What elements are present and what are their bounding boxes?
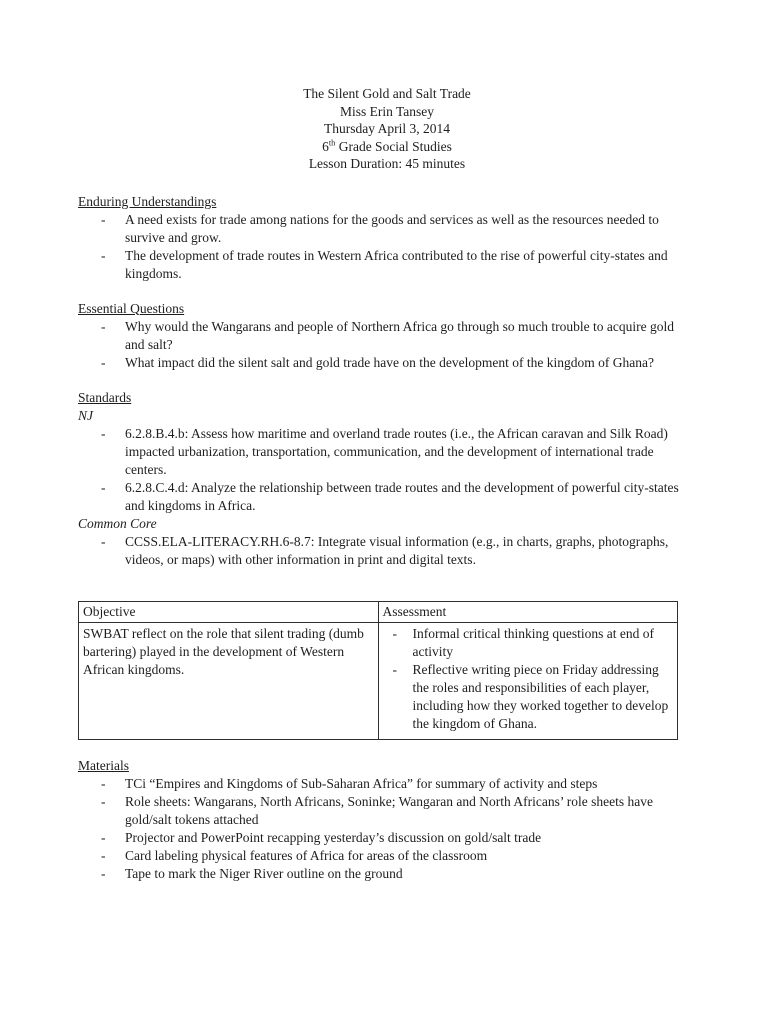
assessment-item: - Reflective writing piece on Friday addressing the roles and responsibilities of each player, including how they worked together to develop the kingdom of Ghana. [383, 661, 674, 733]
section-heading: Materials [78, 757, 129, 773]
section-heading: Enduring Understandings [78, 193, 217, 209]
objective-cell [79, 622, 379, 739]
objective-text: SWBAT reflect on the role that silent trading (dumb bartering) played in the development of Western African kingdoms. [83, 625, 364, 677]
question-item: - Why would the Wangarans and people of Northern Africa go through so much trouble to acquire gold and salt? [78, 318, 696, 354]
grade-line [78, 138, 696, 156]
common-core-standard-item: - CCSS.ELA-LITERACY.RH.6-8.7: Integrate visual information (e.g., in charts, graphs, photographs, videos, or maps) with other information in print and digital texts. [78, 533, 696, 569]
understanding-list [78, 211, 696, 283]
table-body-row [79, 622, 678, 739]
teacher-name: Miss Erin Tansey [339, 103, 435, 119]
section-standards [78, 389, 696, 569]
section-materials [78, 757, 696, 883]
understanding-item: - A need exists for trade among nations for the goods and services as well as the resources needed to survive and grow. [78, 211, 696, 247]
assessment-cell [378, 622, 678, 739]
nj-standards-list [78, 425, 696, 515]
standards-nj-label: NJ [78, 407, 93, 423]
table-header-row [79, 601, 678, 622]
grade-rest: Grade Social Studies [335, 138, 452, 154]
common-core-standards-list [78, 533, 696, 569]
objective-assessment-table [78, 601, 678, 740]
section-heading: Essential Questions [78, 300, 185, 316]
material-item: - Card labeling physical features of Africa for areas of the classroom [78, 847, 696, 865]
nj-standard-item: - 6.2.8.B.4.b: Assess how maritime and overland trade routes (i.e., the African caravan and Silk Road) impacted urbanization, transportation, communication, and the development of international trade centers. [78, 425, 696, 479]
standards-common-core-label: Common Core [78, 515, 157, 531]
material-item: - TCi “Empires and Kingdoms of Sub-Saharan Africa” for summary of activity and steps [78, 775, 696, 793]
section-enduring-understandings [78, 193, 696, 283]
title-block [78, 85, 696, 173]
nj-standard-item: - 6.2.8.C.4.d: Analyze the relationship between trade routes and the development of powerful city-states and kingdoms in Africa. [78, 479, 696, 515]
grade-superscript: th [328, 138, 336, 147]
question-item: - What impact did the silent salt and gold trade have on the development of the kingdom of Ghana? [78, 354, 696, 372]
lesson-date: Thursday April 3, 2014 [324, 121, 450, 136]
document-title: The Silent Gold and Salt Trade [303, 86, 471, 101]
question-list [78, 318, 696, 372]
understanding-item: - The development of trade routes in Western Africa contributed to the rise of powerful city-states and kingdoms. [78, 247, 696, 283]
objective-column-header: Objective [79, 601, 379, 622]
material-item: - Projector and PowerPoint recapping yesterday’s discussion on gold/salt trade [78, 829, 696, 847]
grade-number: 6 [322, 138, 329, 154]
section-essential-questions [78, 300, 696, 372]
material-item: - Tape to mark the Niger River outline on the ground [78, 865, 696, 883]
assessment-item: - Informal critical thinking questions at end of activity [383, 625, 674, 661]
lesson-duration: Lesson Duration: 45 minutes [308, 156, 466, 171]
materials-list [78, 775, 696, 883]
material-item: - Role sheets: Wangarans, North Africans, Soninke; Wangaran and North Africans’ role sheets have gold/salt tokens attached [78, 793, 670, 829]
assessment-column-header: Assessment [378, 601, 678, 622]
section-heading: Standards [78, 389, 132, 405]
assessment-list [383, 625, 674, 733]
